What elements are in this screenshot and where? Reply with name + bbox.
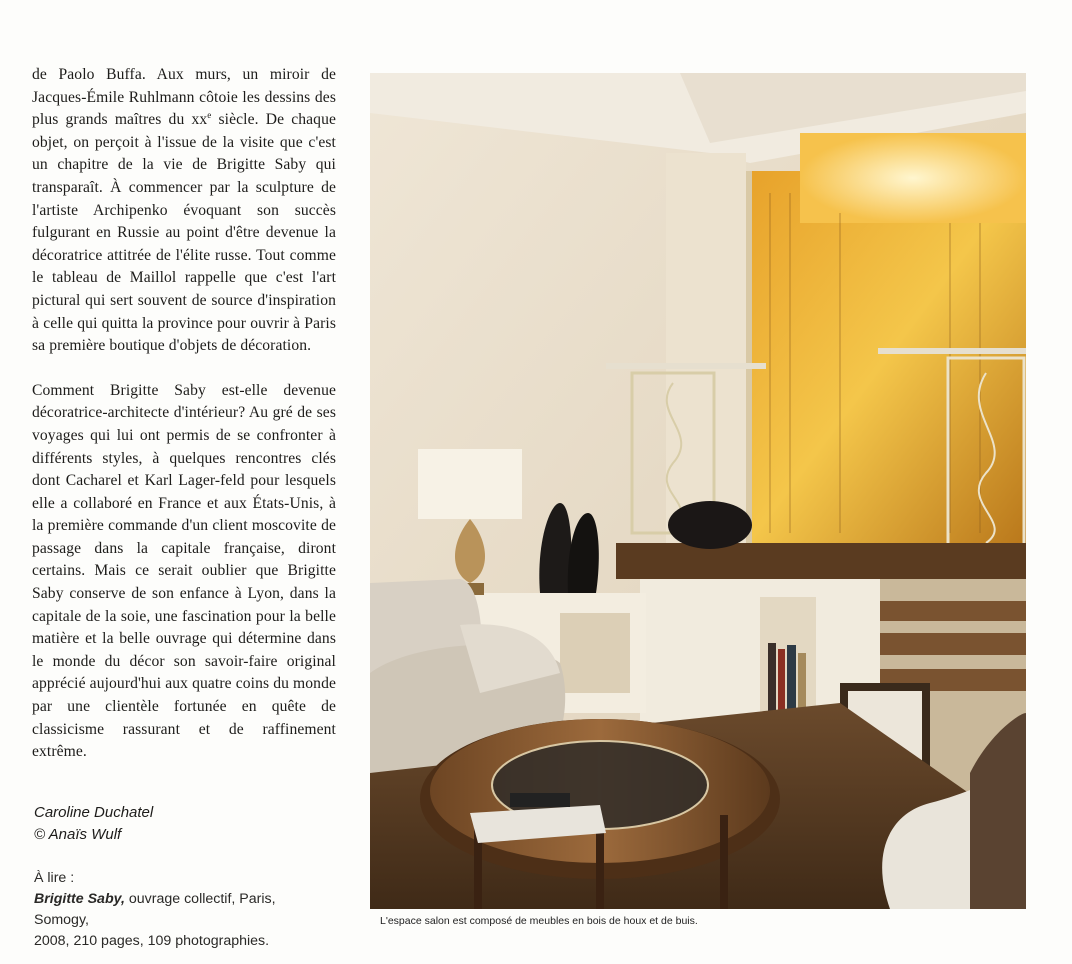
century-superscript: e [207,110,212,120]
book-title: Brigitte Saby, [34,891,125,907]
author-credit: Caroline Duchatel [34,804,154,821]
article-paragraph-2: Comment Brigitte Saby est-elle devenue décoratrice-architecte d'intérieur? Au gré de ses voyages qui lui ont permis de se confronter à différents styles, à quelques rencontres clés dont Cacharel et Karl Lager-feld pour lesquels elle a collaboré en France et aux États-Unis, à la première commande d'un client moscovite de passage dans la capitale française, diront certains. Mais ce serait oublier que Brigitte Saby conserve de son enfance à Lyon, dans la capitale de la soie, une fascination pour la belle matière et la belle ouvrage qui détermine dans le monde du décor son savoir-faire original apprécié aujourd'hui aux quatre coins du monde par une clientèle fortunée en quête de classicisme rassurant et de raffinement extrême. [32,381,336,761]
living-room-illustration [370,73,1026,909]
photo-credit: © Anaïs Wulf [34,826,122,843]
article-text-column [32,64,336,764]
interior-photo [370,73,1026,909]
paragraph-1-part-a: de Paolo Buffa. Aux murs, un miroir de Jacques-Émile Ruhlmann côtoie les dessins des plus grands maîtres du xx [32,66,336,129]
book-details-1: ouvrage collectif, Paris, Somogy, [34,891,276,928]
photo-caption: L'espace salon est composé de meubles en bois de houx et de buis. [380,915,698,927]
book-reference [34,889,334,931]
book-details-2: 2008, 210 pages, 109 photographies. [34,933,270,949]
reading-label: À lire : [34,870,75,886]
paragraph-1-part-b: siècle. De chaque objet, on perçoit à l'issue de la visite que c'est un chapitre de la vie de Brigitte Saby qui transparaît. À commencer par la sculpture de l'artiste Archipenko évoquant son succès fulgurant en Russie au point d'être devenue la décoratrice attitrée de l'élite russe. Tout comme le tableau de Maillol rappelle que c'est l'art pictural qui sert souvent de source d'inspiration à celle qui quitta la province pour ouvrir à Paris sa première boutique d'objets de décoration. [32,111,336,355]
reading-suggestion [34,868,334,952]
credits [34,802,153,846]
article-paragraph-1 [32,64,336,358]
